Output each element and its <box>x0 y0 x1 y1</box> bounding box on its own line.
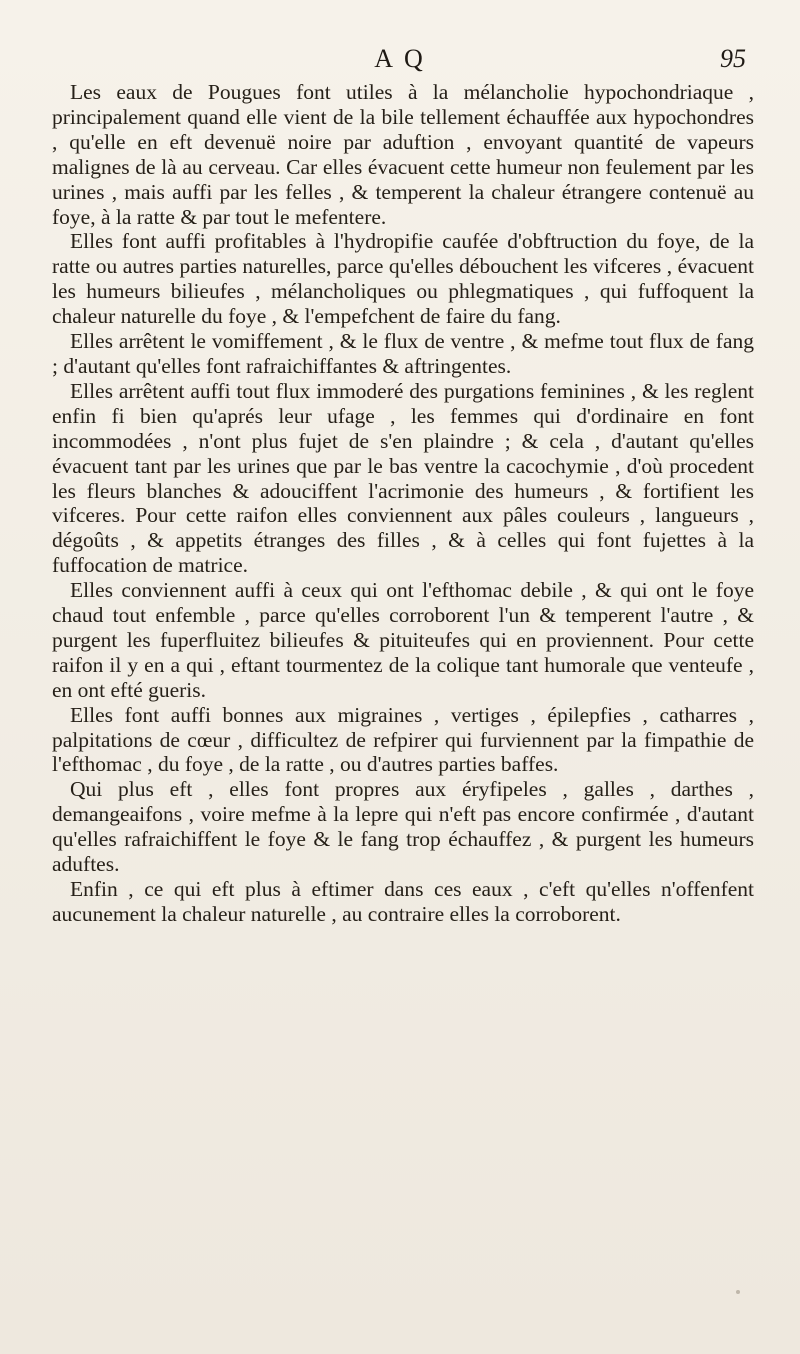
paragraph: Elles conviennent auffi à ceux qui ont l'efthomac debile , & qui ont le foye chaud tout enfemble , parce qu'elles corroborent l'un & temperent l'autre , & purgent les fuperfluitez bilieufes & pituiteufes qui en proviennent. Pour cette raifon il y en a qui , eftant tourmentez de la colique tant humorale que venteufe , en ont efté gueris. <box>52 578 754 702</box>
paragraph: Elles arrêtent le vomiffement , & le flux de ventre , & mefme tout flux de fang ; d'autant qu'elles font rafraichiffantes & aftringentes. <box>52 329 754 378</box>
paragraph: Elles font auffi bonnes aux migraines , vertiges , épilepfies , catharres , palpitations de cœur , difficultez de refpirer qui furviennent par la fimpathie de l'efthomac , du foye , de la ratte , ou d'autres parties baffes. <box>52 702 754 777</box>
page-signature: A Q <box>374 44 426 73</box>
text-body <box>52 80 754 927</box>
paragraph: Qui plus eft , elles font propres aux éryfipeles , galles , darthes , demangeaifons , voire mefme à la lepre qui n'eft pas encore confirmée , d'autant qu'elles rafraichiffent le foye & le fang trop échauffez , & purgent les humeurs aduftes. <box>52 777 754 877</box>
paragraph: Elles arrêtent auffi tout flux immoderé des purgations feminines , & les reglent enfin fi bien qu'aprés leur ufage , les femmes qui d'ordinaire en font incommodées , n'ont plus fujet de s'en plaindre ; & cela , d'autant qu'elles évacuent tant par les urines que par le bas ventre la cacochymie , d'où procedent les fleurs blanches & adouciffent l'acrimonie des humeurs , & fortifient les vifceres. Pour cette raifon elles conviennent aux pâles couleurs , langueurs , dégoûts , & appetits étranges des filles , & à celles qui font fujettes à la fuffocation de matrice. <box>52 378 754 578</box>
page-number: 95 <box>720 44 746 73</box>
paragraph: Enfin , ce qui eft plus à eftimer dans ces eaux , c'eft qu'elles n'offenfent aucunement la chaleur naturelle , au contraire elles la corroborent. <box>52 877 754 926</box>
paragraph: Elles font auffi profitables à l'hydropifie caufée d'obftruction du foye, de la ratte ou autres parties naturelles, parce qu'elles débouchent les vifceres , évacuent les humeurs bilieufes , mélancholiques ou phlegmatiques , qui fuffoquent la chaleur naturelle du foye , & l'empefchent de faire du fang. <box>52 229 754 329</box>
paper-mark <box>736 1290 740 1294</box>
paragraph: Les eaux de Pougues font utiles à la mélancholie hypochondriaque , principalement quand elle vient de la bile tellement échauffée aux hypochondres , qu'elle en eft devenuë noire par aduftion , envoyant quantité de vapeurs malignes de là au cerveau. Car elles évacuent cette humeur non feulement par les urines , mais auffi par les felles , & temperent la chaleur étrangere contenuë au foye, à la ratte & par tout le mefentere. <box>52 80 754 229</box>
